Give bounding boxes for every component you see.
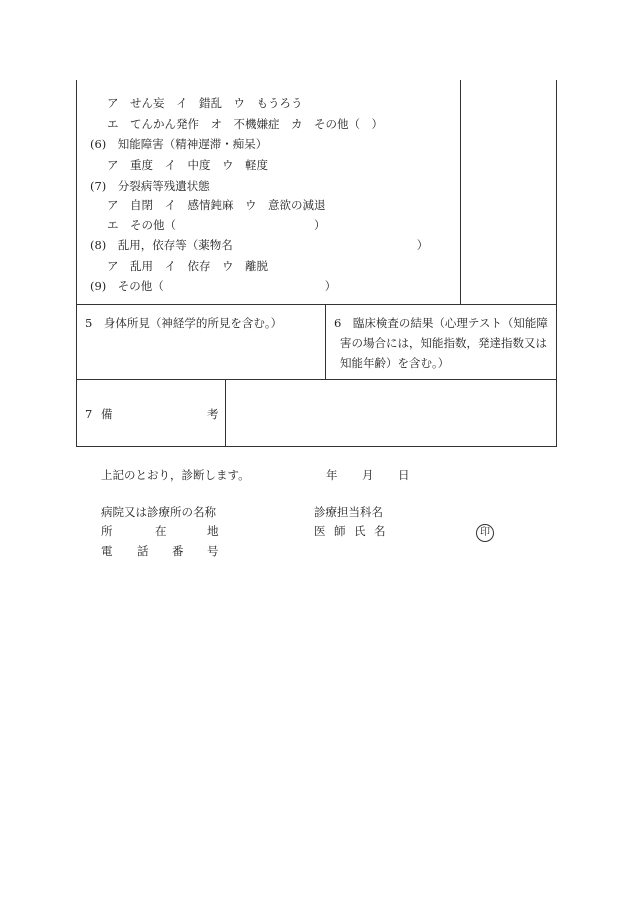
section-7-label-1: 備: [101, 407, 113, 421]
date-year-label: 年: [326, 468, 338, 482]
section-7-number: 7: [85, 407, 93, 421]
doctor-label-char-3: 氏: [354, 524, 366, 538]
date-month-label: 月: [362, 468, 374, 482]
symptom-item-7-options: ア 自閉 イ 感情鈍麻 ウ 意欲の減退: [107, 198, 326, 212]
row-divider-findings: [76, 379, 557, 380]
doctor-label-char-4: 名: [374, 524, 386, 538]
phone-label-char-4: 号: [207, 544, 219, 558]
doctor-label-char-1: 医: [314, 524, 326, 538]
section-7-label-2: 考: [207, 407, 219, 421]
symptom-item-7-other: エ その他（ ）: [107, 218, 326, 232]
symptom-item-8-options: ア 乱用 イ 依存 ウ 離脱: [107, 259, 268, 273]
remarks-label-divider: [225, 379, 226, 447]
symptoms-right-divider: [460, 80, 461, 304]
address-label-char-1: 所: [101, 524, 113, 538]
symptom-item-6-options: ア 重度 イ 中度 ウ 軽度: [107, 158, 268, 172]
symptom-item-6: (6) 知能障害（精神遅滞・痴呆）: [90, 137, 268, 151]
section-5-6-divider: [325, 304, 326, 379]
symptom-line-1: ア せん妄 イ 錯乱 ウ もうろう: [107, 96, 303, 110]
section-6-line-3: 知能年齢）を含む。）: [340, 356, 450, 370]
table-right-border: [556, 80, 557, 447]
symptom-item-8: (8) 乱用，依存等（薬物名 ）: [90, 238, 429, 252]
symptom-item-7: (7) 分裂病等残遺状態: [90, 179, 210, 193]
row-divider-symptoms: [76, 304, 557, 305]
doctor-label-char-2: 師: [334, 524, 346, 538]
department-label: 診療担当科名: [314, 505, 383, 519]
phone-label-char-3: 番: [172, 544, 184, 558]
diagnosis-statement: 上記のとおり，診断します。: [101, 468, 250, 482]
address-label-char-2: 在: [155, 524, 167, 538]
hospital-name-label: 病院又は診療所の名称: [101, 505, 216, 519]
table-left-border: [76, 80, 77, 447]
section-6-line-2: 害の場合には，知能指数，発達指数又は: [340, 336, 547, 350]
date-day-label: 日: [398, 468, 410, 482]
address-label-char-3: 地: [207, 524, 219, 538]
symptom-line-2: エ てんかん発作 オ 不機嫌症 カ その他（ ）: [107, 117, 383, 131]
phone-label-char-1: 電: [101, 544, 113, 558]
section-6-line-1: 6 臨床検査の結果（心理テスト（知能障: [334, 316, 548, 330]
section-5-label: 5 身体所見（神経学的所見を含む。）: [85, 316, 283, 330]
seal-mark: 印: [476, 524, 494, 542]
table-bottom-border: [76, 446, 557, 447]
phone-label-char-2: 話: [137, 544, 149, 558]
symptom-item-9: (9) その他（ ）: [90, 279, 337, 293]
